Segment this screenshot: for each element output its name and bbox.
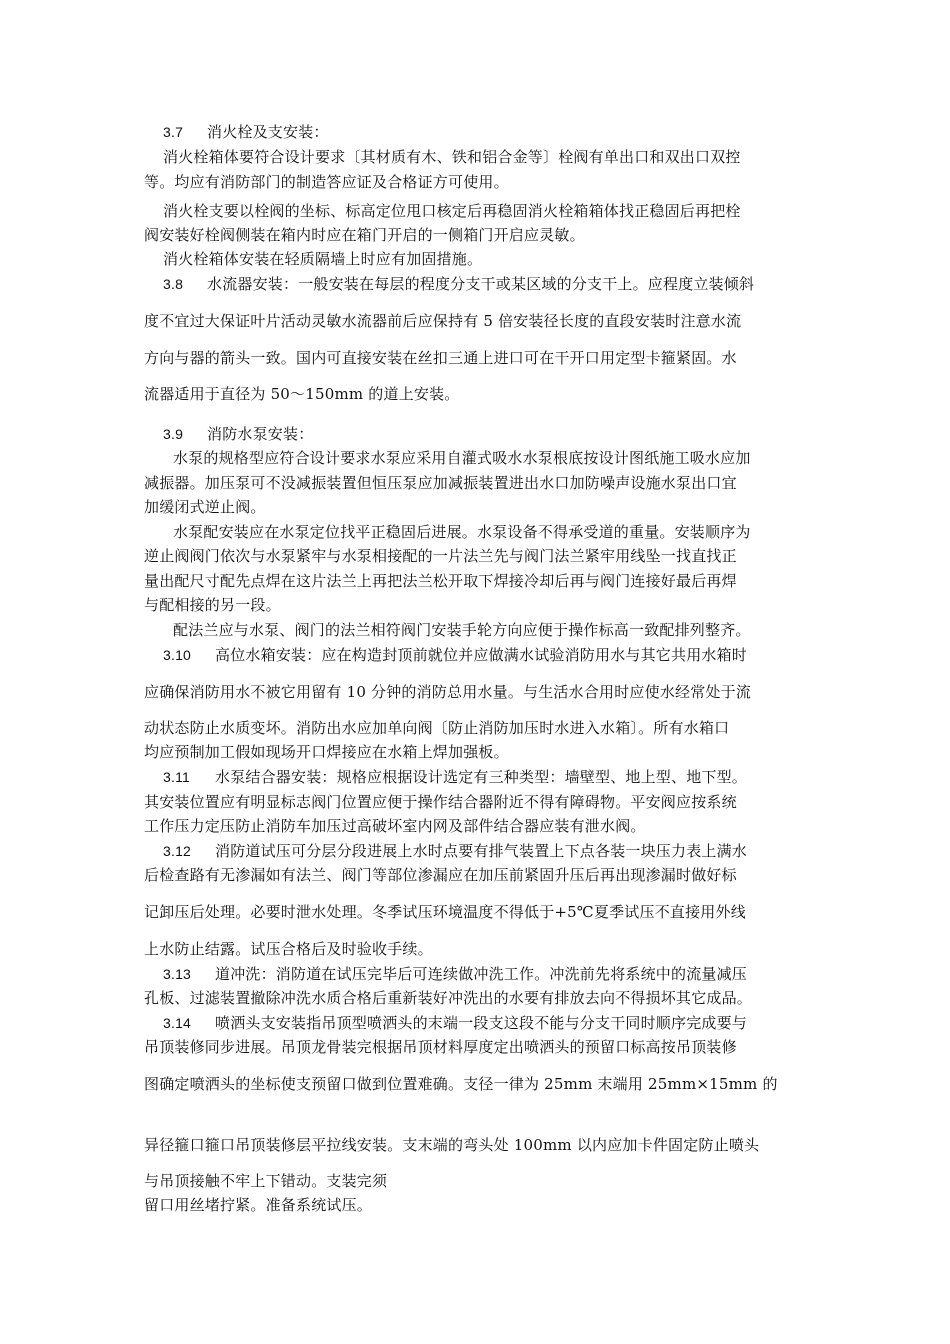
text-line	[144, 1171, 387, 1191]
line-text: 消火栓箱体安装在轻质隔墙上时应有加固措施。	[163, 250, 483, 268]
text-line	[144, 792, 737, 812]
text-line	[173, 522, 751, 542]
line-text: 水泵结合器安装：规格应根据设计选定有三种类型：墙壁型、地上型、地下型。	[215, 768, 748, 786]
section-number: 3.9	[163, 426, 184, 442]
text-line	[144, 384, 460, 404]
text-line	[144, 1195, 372, 1215]
line-text: 水泵的规格型应符合设计要求水泵应采用自灌式吸水水泵根底按设计图纸施工吸水应加	[173, 449, 751, 467]
line-text: 均应预制加工假如现场开口焊接应在水箱上焊加强板。	[144, 743, 509, 761]
line-text: 方向与器的箭头一致。国内可直接安装在丝扣三通上进口可在干开口用定型卡箍紧固。水	[144, 349, 737, 367]
section-number: 3.14	[163, 1015, 192, 1031]
text-line	[144, 595, 281, 615]
text-line	[163, 964, 747, 984]
line-text: 孔板、过滤装置撤除冲洗水质合格后重新装好冲洗出的水要有排放去向不得损坏其它成品。	[144, 989, 753, 1007]
text-line	[163, 147, 741, 167]
text-line	[144, 865, 737, 885]
line-text: 喷洒头支安装指吊顶型喷洒头的末端一段支这段不能与分支干同时顺序完成要与	[215, 1014, 748, 1032]
section-number: 3.7	[163, 124, 184, 140]
text-line	[163, 841, 747, 861]
section-number: 3.12	[163, 843, 192, 859]
line-text: 配法兰应与水泵、阀门的法兰相符阀门安装手轮方向应便于操作标高一致配排列整齐。	[173, 621, 751, 639]
line-text: 度不宜过大保证叶片活动灵敏水流器前后应保持有 5 倍安装径长度的直段安装时注意水流	[144, 312, 742, 330]
text-line	[144, 1037, 737, 1057]
line-text: 量出配尺寸配先点焊在这片法兰上再把法兰松开取下焊接冷却后再与阀门连接好最后再焊	[144, 572, 737, 590]
text-line	[144, 473, 737, 493]
text-line	[163, 201, 741, 221]
text-line	[163, 249, 482, 269]
line-text: 与吊顶接触不牢上下错动。支装完须	[144, 1172, 388, 1190]
line-text: 吊顶装修同步进展。吊顶龙骨装完根据吊顶材料厚度定出喷洒头的预留口标高按吊顶装修	[144, 1038, 737, 1056]
line-text: 加缓闭式逆止阀。	[144, 498, 266, 516]
text-line	[144, 718, 729, 738]
section-number: 3.11	[163, 769, 191, 785]
line-text: 水流器安装：一般安装在每层的程度分支干或某区域的分支干上。应程度立装倾斜	[207, 275, 755, 293]
line-text: 高位水箱安装：应在构造封顶前就位并应做满水试验消防用水与其它共用水箱时	[215, 646, 748, 664]
text-line	[144, 988, 752, 1008]
text-line	[144, 902, 746, 922]
line-text: 等。均应有消防部门的制造答应证及合格证方可使用。	[144, 173, 509, 191]
text-line	[144, 225, 585, 245]
section-number: 3.10	[163, 647, 192, 663]
text-line	[144, 1135, 759, 1155]
text-line	[163, 122, 329, 142]
line-text: 消火栓支要以栓阀的坐标、标高定位甩口核定后再稳固消火栓箱箱体找正稳固后再把栓	[163, 202, 741, 220]
text-line	[144, 497, 266, 517]
text-line	[163, 274, 754, 294]
line-text: 其安装位置应有明显标志阀门位置应便于操作结合器附近不得有障碍物。平安阀应按系统	[144, 793, 737, 811]
line-text: 与配相接的另一段。	[144, 596, 281, 614]
text-line	[163, 645, 747, 665]
line-text: 工作压力定压防止消防车加压过高破坏室内网及部件结合器应装有泄水阀。	[144, 817, 646, 835]
section-number: 3.13	[163, 966, 192, 982]
text-line	[144, 939, 433, 959]
text-line	[144, 816, 646, 836]
text-line	[144, 348, 737, 368]
text-line	[144, 546, 737, 566]
text-line	[163, 1013, 747, 1033]
line-text: 减振器。加压泵可不没减振装置但恒压泵应加减振装置进出水口加防噪声设施水泵出口宜	[144, 474, 737, 492]
text-line	[144, 1074, 778, 1094]
line-text: 消火栓箱体要符合设计要求〔其材质有木、铁和铝合金等〕栓阀有单出口和双出口双控	[163, 148, 741, 166]
line-text: 应确保消防用水不被它用留有 10 分钟的消防总用水量。与生活水合用时应使水经常处于流	[144, 683, 752, 701]
line-text: 动状态防止水质变坏。消防出水应加单向阀〔防止消防加压时水进入水箱〕。所有水箱口	[144, 719, 730, 737]
line-text: 道冲洗：消防道在试压完毕后可连续做冲洗工作。冲洗前先将系统中的流量减压	[215, 965, 748, 983]
text-line	[163, 424, 313, 444]
document-page	[144, 0, 812, 1344]
text-line	[144, 682, 751, 702]
text-line	[144, 571, 737, 591]
line-text: 留口用丝堵拧紧。准备系统试压。	[144, 1196, 373, 1214]
section-number: 3.8	[163, 276, 184, 292]
line-text: 消防道试压可分层分段进展上水时点要有排气装置上下点各装一块压力表上满水	[215, 842, 748, 860]
line-text: 消火栓及支安装：	[207, 123, 329, 141]
text-line	[173, 620, 751, 640]
line-text: 阀安装好栓阀侧装在箱内时应在箱门开启的一侧箱门开启应灵敏。	[144, 226, 585, 244]
text-line	[144, 742, 509, 762]
line-text: 图确定喷洒头的坐标使支预留口做到位置难确。支径一律为 25mm 末端用 25mm×15mm 的	[144, 1075, 778, 1093]
text-line	[144, 172, 509, 192]
line-text: 后检查路有无渗漏如有法兰、阀门等部位渗漏应在加压前紧固升压后再出现渗漏时做好标	[144, 866, 737, 884]
line-text: 消防水泵安装：	[207, 425, 314, 443]
text-line	[163, 767, 747, 787]
line-text: 流器适用于直径为 50～150mm 的道上安装。	[144, 385, 460, 403]
line-text: 上水防止结露。试压合格后及时验收手续。	[144, 940, 433, 958]
line-text: 记卸压后处理。必要时泄水处理。冬季试压环境温度不得低于+5℃夏季试压不直接用外线	[144, 903, 746, 921]
line-text: 异径箍口箍口吊顶装修层平拉线安装。支末端的弯头处 100mm 以内应加卡件固定防止喷头	[144, 1136, 760, 1154]
text-line	[173, 448, 751, 468]
line-text: 逆止阀阀门依次与水泵紧牢与水泵相接配的一片法兰先与阀门法兰紧牢用线坠一找直找正	[144, 547, 737, 565]
text-line	[144, 311, 741, 331]
line-text: 水泵配安装应在水泵定位找平正稳固后进展。水泵设备不得承受道的重量。安装顺序为	[173, 523, 751, 541]
